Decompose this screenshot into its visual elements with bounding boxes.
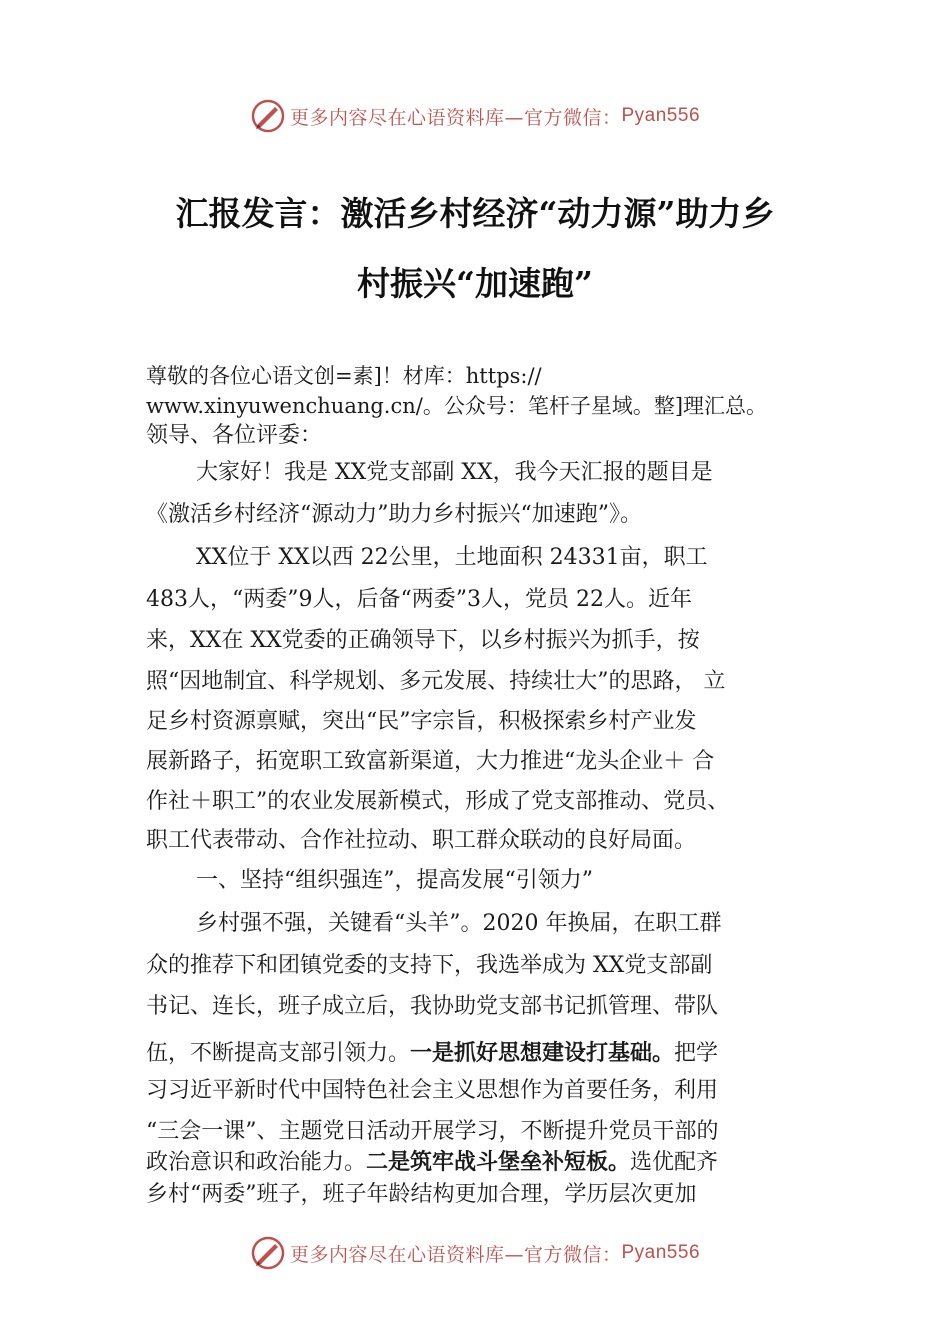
body-line: www.xinyuwenchuang.cn/。公众号：笔杆子星域。整]理汇总。 xyxy=(146,394,768,418)
body-line: 《激活乡村经济“源动力”助力乡村振兴“加速跑”》。 xyxy=(146,502,642,527)
body-line: 足乡村资源禀赋，突出“民”字宗旨，积极探索乡村产业发 xyxy=(146,709,697,734)
body-text: 选优配齐 xyxy=(630,1150,719,1175)
body-line: 众的推荐下和团镇党委的支持下，我选举成为 XX党支部副 xyxy=(146,953,713,978)
body-text: 把学 xyxy=(674,1041,719,1066)
body-line: 483人，“两委”9人，后备“两委”3人，党员 22人。近年 xyxy=(146,587,692,612)
pen-logo-icon xyxy=(250,98,286,134)
pen-logo-icon xyxy=(250,1235,286,1271)
body-line xyxy=(146,1039,718,1069)
body-line: 职工代表带动、合作社拉动、职工群众联动的良好局面。 xyxy=(146,828,697,853)
body-line: XX位于 XX以西 22公里，土地面积 24331亩，职工 xyxy=(196,545,708,570)
body-line: “三会一课”、主题党日活动开展学习，不断提升党员干部的 xyxy=(146,1119,719,1144)
body-line: 乡村强不强，关键看“头羊”。2020 年换届，在职工群 xyxy=(196,911,722,936)
body-line: 尊敬的各位心语文创=素]！材库：https:// xyxy=(146,364,542,388)
body-text: 伍，不断提高支部引领力。 xyxy=(146,1041,411,1066)
section-heading: 一、坚持“组织强连”，提高发展“引领力” xyxy=(196,868,593,893)
watermark-text: 更多内容尽在心语资料库—官方微信： xyxy=(289,106,622,129)
body-text: 政治意识和政治能力。 xyxy=(146,1150,367,1175)
watermark-wechat-id: Pyan556 xyxy=(621,1242,701,1263)
document-title-line-2: 村振兴“加速跑” xyxy=(357,264,593,303)
watermark-banner-top xyxy=(0,96,950,136)
watermark-text: 更多内容尽在心语资料库—官方微信： xyxy=(289,1243,622,1266)
watermark-wechat-id: Pyan556 xyxy=(621,105,701,126)
body-line: 习习近平新时代中国特色社会主义思想作为首要任务，利用 xyxy=(146,1078,719,1103)
bold-heading-1: 一是抓好思想建设打基础。 xyxy=(410,1041,675,1066)
body-line: 书记、连长，班子成立后，我协助党支部书记抓管理、带队 xyxy=(146,994,719,1019)
watermark-banner-bottom xyxy=(0,1233,950,1273)
body-line: 领导、各位评委： xyxy=(146,423,323,448)
body-line: 作社＋职工”的农业发展新模式，形成了党支部推动、党员、 xyxy=(146,789,730,814)
body-line: 展新路子，拓宽职工致富新渠道，大力推进“龙头企业＋ 合 xyxy=(146,749,715,774)
body-line: 大家好！我是 XX党支部副 XX，我今天汇报的题目是 xyxy=(196,460,713,485)
document-title-line-1: 汇报发言：激活乡村经济“动力源”助力乡 xyxy=(175,194,775,233)
body-line: 来，XX在 XX党委的正确领导下，以乡村振兴为抓手，按 xyxy=(146,628,700,653)
bold-heading-2: 二是筑牢战斗堡垒补短板。 xyxy=(366,1150,631,1175)
body-line: 乡村“两委”班子，班子年龄结构更加合理，学历层次更加 xyxy=(146,1182,697,1207)
body-line xyxy=(146,1148,718,1178)
body-line: 照“因地制宜、科学规划、多元发展、持续壮大”的思路， 立 xyxy=(146,669,726,694)
